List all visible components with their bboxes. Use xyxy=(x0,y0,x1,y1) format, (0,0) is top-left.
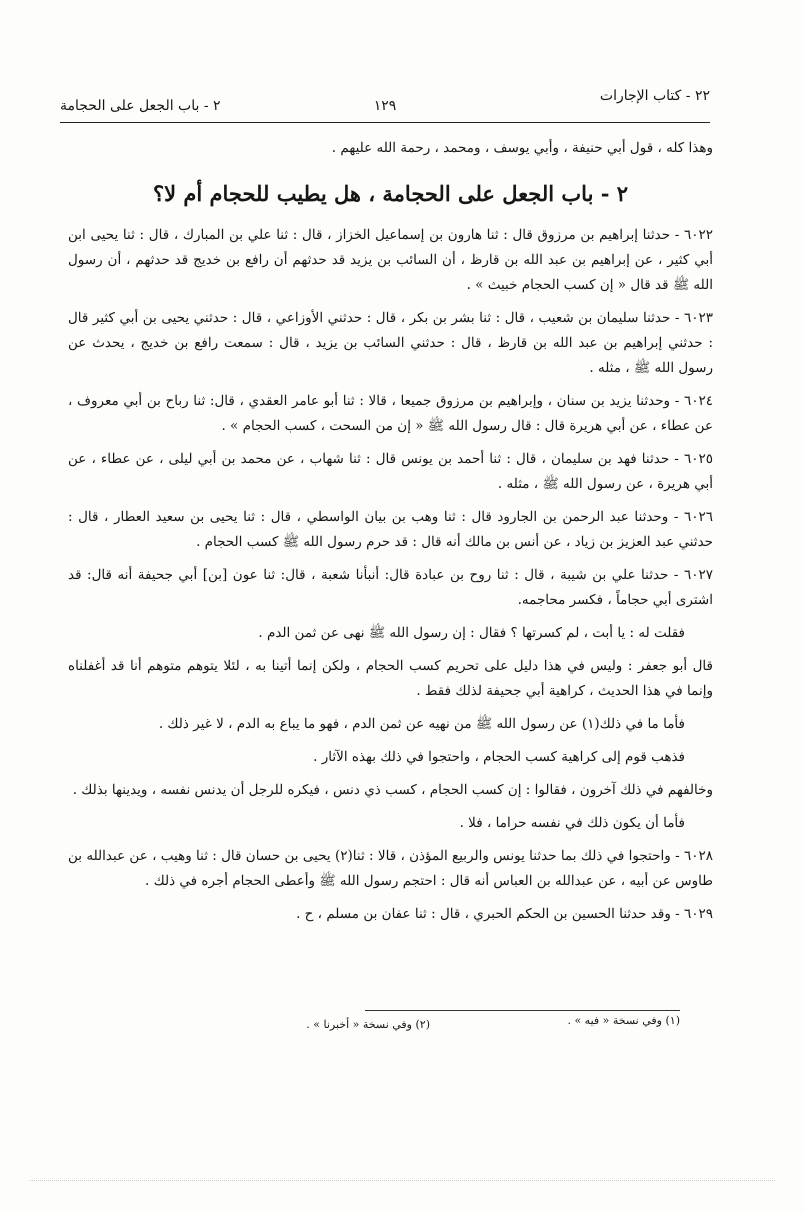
commentary-paragraph: قال أبو جعفر : وليس في هذا دليل على تحريم كسب الحجام ، ولكن إنما أتينا به ، لئلا يتوهم متوهم أنا قد أغفلناه وإنما في هذا الحديث ، كراهية أبي جحيفة لذلك فقط . xyxy=(68,658,713,699)
page-edge-dots xyxy=(30,1180,775,1181)
commentary-paragraph: فذهب قوم إلى كراهية كسب الحجام ، واحتجوا في ذلك بهذه الآثار . xyxy=(313,749,685,765)
footnote-1: (١) وفي نسخة « فيه » . xyxy=(567,1014,680,1027)
footnote-2: (٢) وفي نسخة « أخبرنا » . xyxy=(306,1018,430,1031)
intro-line: وهذا كله ، قول أبي حنيفة ، وأبي يوسف ، ومحمد ، رحمة الله عليهم . xyxy=(331,140,713,156)
hadith-6022: ٦٠٢٢ - حدثنا إبراهيم بن مرزوق قال : ثنا هارون بن إسماعيل الخزاز ، قال : ثنا علي بن المبارك ، قال : ثنا يحيى ابن أبي كثير ، عن إبراهيم بن عبد الله بن قارظ ، أن السائب بن يزيد قد حدثهم أن رافع بن خديج قد حدثهم ، أن رسول الله ﷺ قد قال « إن كسب الحجام خبيث » . xyxy=(68,227,713,293)
commentary-paragraph: فقلت له : يا أبت ، لم كسرتها ؟ فقال : إن رسول الله ﷺ نهى عن ثمن الدم . xyxy=(258,625,685,641)
commentary-paragraph: وخالفهم في ذلك آخرون ، فقالوا : إن كسب الحجام ، كسب ذي دنس ، فيكره للرجل أن يدنس نفسه ، ويدينها بذلك . xyxy=(72,782,713,798)
hadith-6028: ٦٠٢٨ - واحتجوا في ذلك بما حدثنا يونس والربيع المؤذن ، قالا : ثنا(٢) يحيى بن حسان قال : ثنا وهيب ، عن عبدالله بن طاوس عن أبيه ، عن عبدالله بن العباس أنه قال : احتجم رسول الله ﷺ وأعطى الحجام أجره في ذلك . xyxy=(68,848,713,889)
commentary-paragraph: فأما أن يكون ذلك في نفسه حراما ، فلا . xyxy=(459,815,685,831)
chapter-heading: ٢ - باب الجعل على الحجامة ، هل يطيب للحجام أم لا؟ xyxy=(152,181,629,206)
commentary-paragraph: فأما ما في ذلك(١) عن رسول الله ﷺ من نهيه عن ثمن الدم ، فهو ما يباع به الدم ، لا غير ذلك . xyxy=(158,716,685,732)
hadith-6026: ٦٠٢٦ - وحدثنا عبد الرحمن بن الجارود قال : ثنا وهب بن بيان الواسطي ، قال : ثنا يحيى بن سعيد العطار ، قال : حدثني عبد العزيز بن زياد ، عن أنس بن مالك أنه قال : قد حرم رسول الله ﷺ كسب الحجام . xyxy=(68,509,713,550)
header-chapter-title: ٢ - باب الجعل على الحجامة xyxy=(60,98,221,114)
hadith-6024: ٦٠٢٤ - وحدثنا يزيد بن سنان ، وإبراهيم بن مرزوق جميعا ، قالا : ثنا أبو عامر العقدي ، قال: ثنا رباح بن أبي معروف ، عن عطاء ، عن أبي هريرة قال : قال رسول الله ﷺ « إن من السحت ، كسب الحجام » . xyxy=(68,393,713,434)
footnote-rule xyxy=(365,1010,680,1011)
hadith-6025: ٦٠٢٥ - حدثنا فهد بن سليمان ، قال : ثنا أحمد بن يونس قال : ثنا شهاب ، عن محمد بن أبي ليلى ، عن عطاء ، عن أبي هريرة ، عن رسول الله ﷺ ، مثله . xyxy=(68,451,713,492)
page-body xyxy=(68,136,713,935)
hadith-6023: ٦٠٢٣ - حدثنا سليمان بن شعيب ، قال : ثنا بشر بن بكر ، قال : حدثني الأوزاعي ، قال : حدثني يحيى بن أبي كثير قال : حدثني إبراهيم بن عبد الله بن قارظ ، قال : حدثني السائب بن يزيد ، قال : سمعت رافع بن خديج ، يحدث عن رسول الله ﷺ ، مثله . xyxy=(68,310,713,376)
running-header xyxy=(60,84,710,124)
header-book-title: ٢٢ - كتاب الإجارات xyxy=(599,88,710,104)
hadith-6027: ٦٠٢٧ - حدثنا علي بن شيبة ، قال : ثنا روح بن عبادة قال: أنبأنا شعبة ، قال: ثنا عون [بن] أبي جحيفة أنه قال: قد اشترى أبي حجاماً ، فكسر محاجمه. xyxy=(68,567,713,608)
header-rule xyxy=(60,122,710,123)
hadith-6029: ٦٠٢٩ - وقد حدثنا الحسين بن الحكم الحبري ، قال : ثنا عفان بن مسلم ، ح . xyxy=(296,906,713,922)
page-number: ١٢٩ xyxy=(373,98,397,114)
